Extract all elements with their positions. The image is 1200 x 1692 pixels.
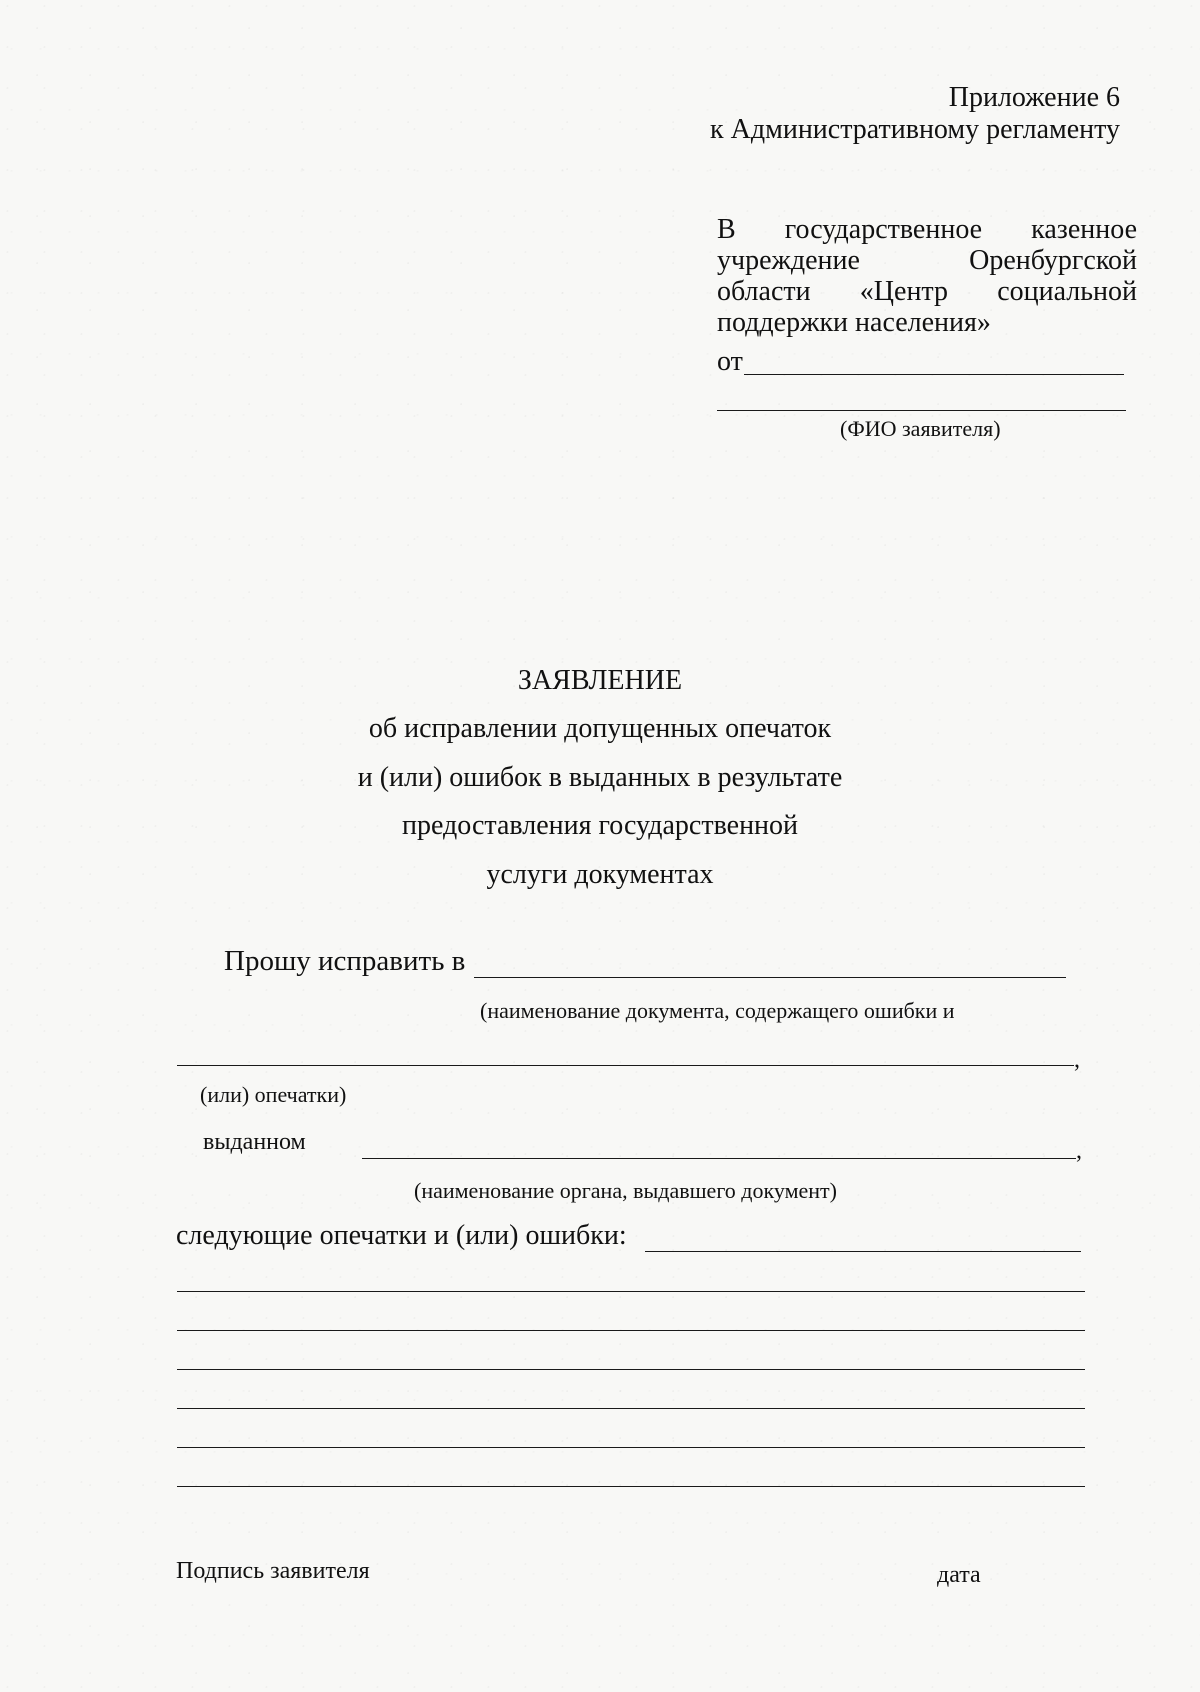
errors-field-line-5[interactable] — [177, 1447, 1085, 1448]
comma-2: , — [1076, 1138, 1082, 1164]
document-name-caption: (наименование документа, содержащего ошибки и — [480, 998, 955, 1023]
addressee-word: области — [717, 276, 811, 307]
date-label: дата — [937, 1562, 981, 1588]
addressee-word: «Центр — [859, 276, 949, 307]
document-name-field-cont[interactable] — [177, 1065, 1074, 1066]
subtitle-line-2: и (или) ошибок в выданных в результате — [357, 762, 843, 793]
regulation-label: к Административному регламенту — [710, 114, 1120, 145]
errors-label: следующие опечатки и (или) ошибки: — [176, 1220, 627, 1251]
request-label: Прошу исправить в — [224, 945, 466, 977]
errors-field-line-0[interactable] — [645, 1251, 1081, 1252]
fio-caption: (ФИО заявителя) — [840, 416, 1001, 441]
addressee-word: учреждение — [717, 245, 860, 276]
document-title: ЗАЯВЛЕНИЕ — [517, 665, 683, 696]
errors-field-line-6[interactable] — [177, 1486, 1085, 1487]
addressee-word: государственное — [784, 214, 983, 245]
fio-field-line[interactable] — [717, 410, 1126, 411]
addressee-word: казенное — [1031, 214, 1137, 245]
errors-field-line-1[interactable] — [177, 1291, 1085, 1292]
addressee-word: социальной — [997, 276, 1137, 307]
addressee-word: В — [717, 214, 736, 245]
addressee-line-3 — [717, 276, 1137, 307]
signature-label: Подпись заявителя — [176, 1558, 370, 1584]
addressee-line-4: поддержки населения» — [717, 307, 991, 338]
addressee-word: Оренбургской — [969, 245, 1137, 276]
issuing-organ-caption: (наименование органа, выдавшего документ) — [414, 1178, 837, 1203]
subtitle-line-3: предоставления государственной — [401, 810, 799, 841]
errors-field-line-4[interactable] — [177, 1408, 1085, 1409]
appendix-label: Приложение 6 — [948, 82, 1120, 113]
subtitle-line-4: услуги документах — [486, 859, 714, 890]
comma-1: , — [1074, 1047, 1080, 1073]
issuing-organ-field[interactable] — [362, 1158, 1076, 1159]
document-name-field[interactable] — [474, 977, 1066, 978]
subtitle-line-1: об исправлении допущенных опечаток — [368, 713, 832, 744]
errors-field-line-3[interactable] — [177, 1369, 1085, 1370]
issued-label: выданном — [203, 1129, 306, 1155]
from-label: от — [717, 346, 743, 377]
document-name-caption-cont: (или) опечатки) — [200, 1082, 347, 1107]
addressee-line-1 — [717, 214, 1137, 245]
from-field-line[interactable] — [744, 374, 1124, 375]
addressee-line-2 — [717, 245, 1137, 276]
errors-field-line-2[interactable] — [177, 1330, 1085, 1331]
addressee-block — [717, 214, 1137, 338]
